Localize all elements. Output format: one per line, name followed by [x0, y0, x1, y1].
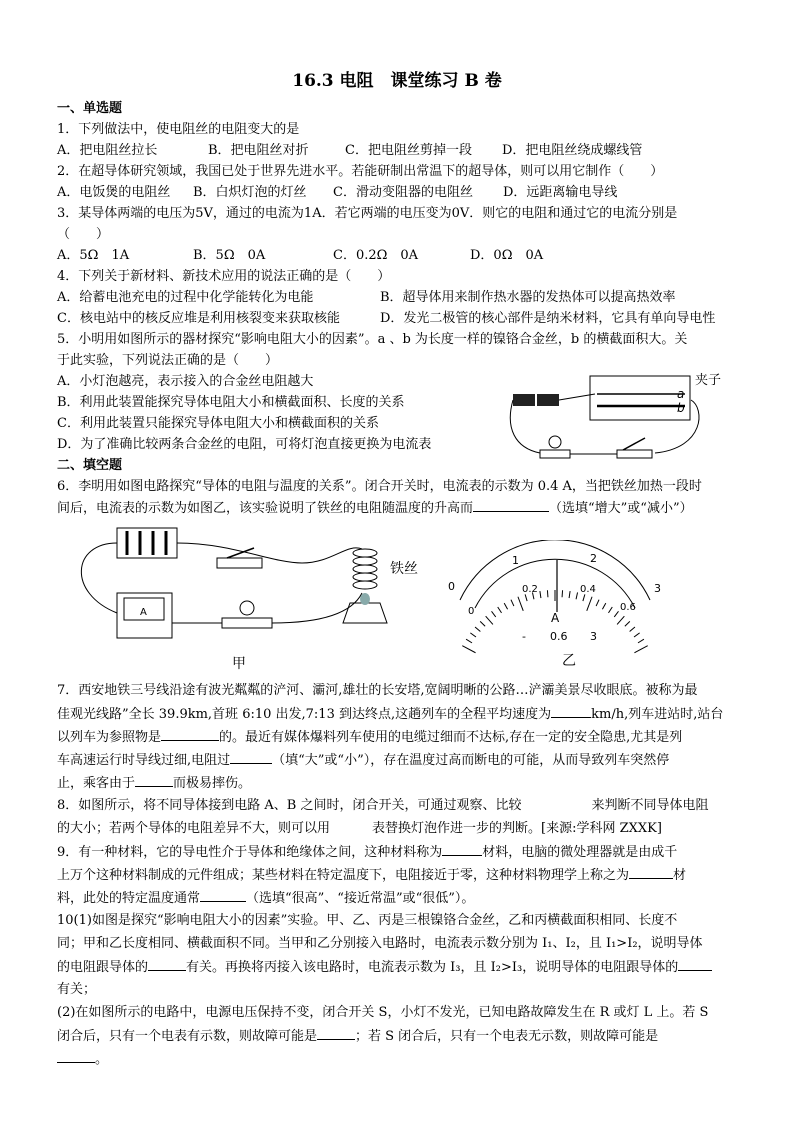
alcohol-lamp — [343, 603, 387, 623]
wire-left — [510, 400, 540, 453]
q10-area-blank[interactable] — [148, 956, 186, 971]
wire-left — [81, 543, 117, 613]
q6-answer-blank[interactable] — [473, 497, 549, 512]
battery-cell-2 — [537, 394, 559, 406]
dial-tick — [518, 597, 523, 611]
dial-tick — [466, 639, 472, 643]
q1-stem: 1．下列做法中，使电阻丝的电阻变大的是 — [57, 122, 300, 137]
q4-option-c: C．核电站中的核反应堆是利用核裂变来获取核能 — [57, 311, 340, 326]
q10-line-4: 有关； — [57, 982, 97, 997]
dial-tick — [480, 621, 485, 626]
q9-semiconductor-blank[interactable] — [442, 841, 482, 856]
q7-inertia-blank[interactable] — [135, 772, 173, 787]
tick-top-3: 3 — [654, 582, 661, 595]
dial-tick — [596, 600, 599, 606]
lamp-bulb — [240, 601, 254, 615]
q2-stem: 2．在超导体研究领域，我国已处于世界先进水平。若能研制出常温下的超导体，则可以用它制作（ ） — [57, 164, 664, 179]
lamp-bulb — [549, 436, 561, 448]
dial-tick — [475, 627, 480, 632]
dial-tick — [470, 633, 476, 637]
q10-line-5: (2)在如图所示的电路中，电源电压保持不变，闭合开关 S，小灯不发光，已知电路故障发生在 R 或灯 L 上。若 S — [57, 1005, 709, 1020]
dial-tick — [638, 639, 644, 643]
q8-meter-blank[interactable] — [330, 818, 372, 832]
dial-tick — [583, 594, 585, 601]
tick-bottom-3: 0.6 — [620, 602, 636, 613]
q3-option-a: A．5Ω 1A — [57, 248, 130, 263]
section-heading-single-choice: 一、单选题 — [57, 101, 123, 116]
wire-board — [590, 376, 690, 420]
q2-option-b: B．白炽灯泡的灯丝 — [193, 185, 307, 200]
dial-tick — [511, 600, 514, 606]
q7-line-3-tail: 的。最近有媒体爆料列车使用的电缆过细而不达标,存在一定的安全隐患,尤其是列 — [219, 730, 683, 745]
q5-stem: 5．小明用如图所示的器材探究“影响电阻大小的因素”。a 、b 为长度一样的镍铬合金丝，b 的横截面积大。关 — [57, 332, 688, 347]
q9-line-3-tail: （选填“很高”、“接近常温”或“很低”）。 — [246, 891, 475, 906]
q1-option-c: C．把电阻丝剪掉一段 — [345, 143, 472, 158]
tick-bottom-1: 0.2 — [522, 584, 538, 595]
q8-line-1-tail: 来判断不同导体电阻 — [591, 798, 709, 813]
q7-reference-blank[interactable] — [161, 726, 219, 741]
lamp-base — [222, 618, 272, 628]
q6-figure-jia — [62, 523, 432, 673]
dial-tick — [614, 611, 618, 617]
dial-tick — [492, 611, 496, 617]
q8-line-2 — [57, 818, 662, 839]
q7-line-4-text: 车高速运行时导线过细,电阻过 — [57, 753, 231, 768]
q6-figure-yi — [440, 540, 670, 670]
q4-option-b: B．超导体用来制作热水器的发热体可以提高热效率 — [380, 290, 676, 305]
q9-line-1-text: 9．有一种材料，它的导电性介于导体和绝缘体之间，这种材料称为 — [57, 845, 443, 860]
q7-line-1: 7．西安地铁三号线沿途有波光粼粼的浐河、灞河,雄壮的长安塔,宽阔明晰的公路…浐灞美景尽收眼底。被称为最 — [57, 683, 698, 698]
dial-tick — [617, 616, 624, 624]
q9-temperature-blank[interactable] — [200, 887, 246, 902]
dial-tick — [562, 590, 563, 597]
q6-line-2-tail: （选填“增大”或“减小”） — [549, 501, 693, 516]
page-title: 16.3 电阻 课堂练习 B 卷 — [292, 71, 502, 91]
q10-line-7-tail: 。 — [95, 1052, 109, 1067]
tick-bottom-2: 0.4 — [580, 584, 596, 595]
q10-line-1: 10(1)如图是探究“影响电阻大小的因素”实验。甲、乙、丙是三根镍铬合金丝，乙和丙横截面积相同、长度不 — [57, 913, 678, 928]
label-yi: 乙 — [562, 653, 576, 669]
q10-line-6 — [57, 1025, 658, 1047]
dial-tick — [540, 591, 541, 598]
q10-line-3 — [57, 956, 712, 978]
q9-line-1-tail: 材料，电脑的微处理器就是由成千 — [482, 845, 678, 860]
tick-top-0: 0 — [448, 580, 455, 593]
q7-line-4-tail: （填“大”或“小”），存在温度过高而断电的可能，从而导致列车突然停 — [272, 753, 670, 768]
q6-line-1: 6．李明用如图电路探究“导体的电阻与温度的关系”。闭合开关时，电流表的示数为 0.4 A，当把铁丝加热一段时 — [57, 479, 702, 494]
q8-line-2-text: 的大小；若两个导体的电阻差异不大，则可以用 — [57, 821, 331, 836]
q10-line-3-tail: 有关。再换将丙接入该电路时，电流表示数为 I₃，且 I₂>I₃，说明导体的电阻跟导体的 — [186, 960, 679, 975]
q4-stem: 4．下列关于新材料、新技术应用的说法正确的是（ ） — [57, 269, 391, 284]
dial-tick — [504, 603, 507, 609]
q6-line-2 — [57, 497, 693, 519]
q10-line-7 — [57, 1048, 108, 1070]
tick-top-1: 1 — [512, 554, 519, 567]
dial-tick — [525, 594, 527, 601]
q7-line-3 — [57, 726, 682, 748]
tick-bottom-0: 0 — [468, 606, 475, 617]
q10-line-2: 同；甲和乙长度相同、横截面积不同。当甲和乙分别接入电路时，电流表示数分别为 I₁、I₂，且 I₁>I₂，说明导体 — [57, 936, 703, 951]
dial-tick — [547, 590, 548, 597]
q9-line-3 — [57, 887, 474, 909]
q7-line-5 — [57, 772, 251, 794]
q9-superconductor-blank[interactable] — [629, 864, 673, 879]
switch-lever — [623, 438, 645, 450]
meter-unit: A — [551, 611, 560, 625]
q9-line-2 — [57, 864, 686, 886]
q8-observe-blank[interactable] — [521, 795, 591, 809]
dial-tick — [608, 607, 612, 613]
section-heading-fill-blank: 二、填空题 — [57, 458, 123, 473]
flame — [360, 593, 370, 605]
dial-tick — [625, 621, 630, 626]
q9-line-2-tail: 材 — [673, 868, 687, 883]
label-jia: 甲 — [232, 656, 246, 672]
switch-base — [217, 558, 262, 568]
iron-coil — [353, 549, 377, 589]
label-b: b — [677, 401, 685, 415]
q9-line-3-text: 料，此处的特定温度通常 — [57, 891, 201, 906]
tick-top-2: 2 — [590, 552, 597, 565]
dial-tick — [569, 591, 570, 598]
q4-option-d: D．发光二极管的核心部件是纳米材料，它具有单向导电性 — [380, 311, 716, 326]
q10-line-3-text: 的电阻跟导体的 — [57, 960, 149, 975]
q8-line-2-tail: 表替换灯泡作进一步的判断。[来源:学科网 ZXXK] — [372, 821, 662, 836]
label-a: a — [677, 387, 685, 401]
q5-option-b: B．利用此装置能探究导体电阻大小和横截面积、长度的关系 — [57, 395, 405, 410]
q10-length-blank[interactable] — [678, 956, 712, 971]
battery-cell-1 — [513, 394, 535, 406]
terminal-0-6: 0.6 — [550, 630, 568, 643]
q7-resistance-blank[interactable] — [230, 749, 272, 764]
q1-option-a: A．把电阻丝拉长 — [57, 143, 158, 158]
dial-tick — [498, 607, 502, 613]
q3-option-d: D．0Ω 0A — [470, 248, 544, 263]
label-iron-wire: 铁丝 — [390, 561, 418, 577]
dial-tick — [576, 592, 578, 599]
q9-line-2-text: 上万个这种材料制成的元件组成；某些材料在特定温度下，电阻接近于零，这种材料物理学上称之为 — [57, 868, 630, 883]
q7-line-2-tail: km/h,列车进站时,站台 — [591, 707, 724, 722]
dial-tick — [462, 646, 475, 653]
switch-base — [617, 450, 652, 458]
q5-option-c: C．利用此装置只能探究导体电阻大小和横截面积的关系 — [57, 416, 379, 431]
q2-option-c: C．滑动变阻器的电阻丝 — [333, 185, 473, 200]
q2-option-d: D．远距离输电导线 — [503, 185, 618, 200]
q7-line-2-text: 佳观光线路”全长 39.9km,首班 6:10 出发,7:13 到达终点,这趟列车的全程平均速度为 — [57, 707, 552, 722]
q8-line-1 — [57, 795, 709, 816]
q3-stem: 3．某导体两端的电压为5V，通过的电流为1A．若它两端的电压变为0V．则它的电阻和通过它的电流分别是 — [57, 206, 678, 221]
q2-option-a: A．电饭煲的电阻丝 — [57, 185, 171, 200]
q6-line-2-text: 间后，电流表的示数为如图乙，该实验说明了铁丝的电阻随温度的升高而 — [57, 501, 474, 516]
dial-tick — [602, 603, 605, 609]
q1-option-d: D．把电阻丝绕成螺线管 — [502, 143, 643, 158]
dial-tick — [634, 646, 647, 653]
q7-line-2 — [57, 703, 723, 725]
q5-circuit-figure — [505, 368, 745, 468]
q10-fault-2-blank[interactable] — [57, 1048, 95, 1063]
svg-text:A: A — [140, 607, 147, 618]
dial-tick — [587, 597, 592, 611]
dial-tick — [634, 633, 640, 637]
q7-line-5-tail: 而极易摔伤。 — [173, 776, 252, 791]
dial-tick — [486, 616, 493, 624]
dial-tick — [630, 627, 635, 632]
q8-line-1-text: 8．如图所示，将不同导体接到电路 A、B 之间时，闭合开关，可通过观察、比较 — [57, 798, 522, 813]
terminal-minus: - — [522, 630, 526, 643]
q5-option-a: A．小灯泡越亮，表示接入的合金丝电阻越大 — [57, 374, 314, 389]
label-clip: 夹子 — [695, 373, 722, 388]
q5-stem-cont: 于此实验，下列说法正确的是（ ） — [57, 353, 279, 368]
q4-option-a: A．给蓄电池充电的过程中化学能转化为电能 — [57, 290, 314, 305]
q10-line-6-text: 闭合后，只有一个电表有示数，则故障可能是 — [57, 1029, 318, 1044]
q3-option-c: C．0.2Ω 0A — [333, 248, 419, 263]
q3-option-b: B．5Ω 0A — [193, 248, 266, 263]
q1-option-b: B．把电阻丝对折 — [208, 143, 309, 158]
lamp-base — [540, 450, 570, 458]
q5-option-d: D．为了准确比较两条合金丝的电阻，可将灯泡直接更换为电流表 — [57, 437, 432, 452]
q7-speed-blank[interactable] — [551, 703, 591, 718]
q9-line-1 — [57, 841, 677, 863]
q10-line-6-tail: ；若 S 闭合后，只有一个电表无示数，则故障可能是 — [355, 1029, 659, 1044]
q3-stem-cont: （ ） — [57, 227, 110, 242]
q7-line-4 — [57, 749, 669, 771]
terminal-3: 3 — [590, 630, 597, 643]
q7-line-5-text: 止，乘客由于 — [57, 776, 136, 791]
q10-fault-1-blank[interactable] — [317, 1025, 355, 1040]
q7-line-3-text: 以列车为参照物是 — [57, 730, 162, 745]
